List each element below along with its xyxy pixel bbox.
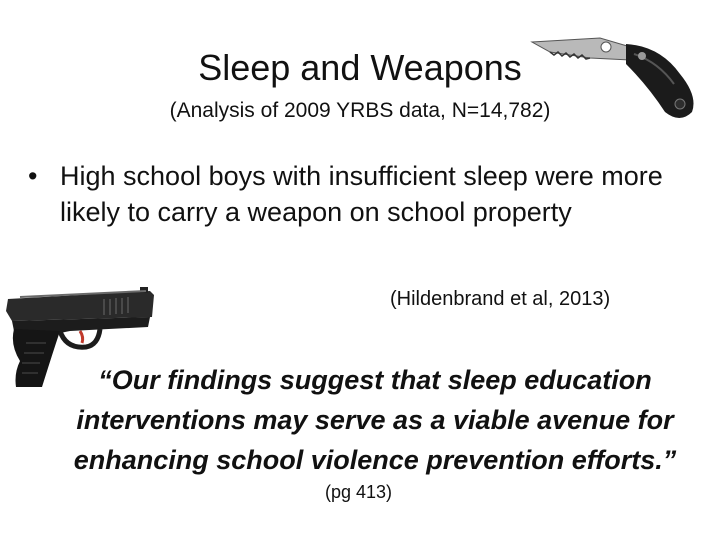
bullet-marker: • [28,161,38,191]
page-reference: (pg 413) [325,482,393,502]
citation: (Hildenbrand et al, 2013) [390,288,611,310]
folding-knife-icon [530,34,705,129]
bullet-item [28,158,678,230]
quote: “Our findings suggest that sleep education interventions may serve as a viable avenue for enhancing school violence prevention efforts.” [73,365,677,475]
bullet-text: High school boys with insufficient sleep were more likely to carry a weapon on school property [60,161,663,227]
slide-title: Sleep and Weapons [198,47,522,88]
slide-subtitle: (Analysis of 2009 YRBS data, N=14,782) [169,99,551,122]
